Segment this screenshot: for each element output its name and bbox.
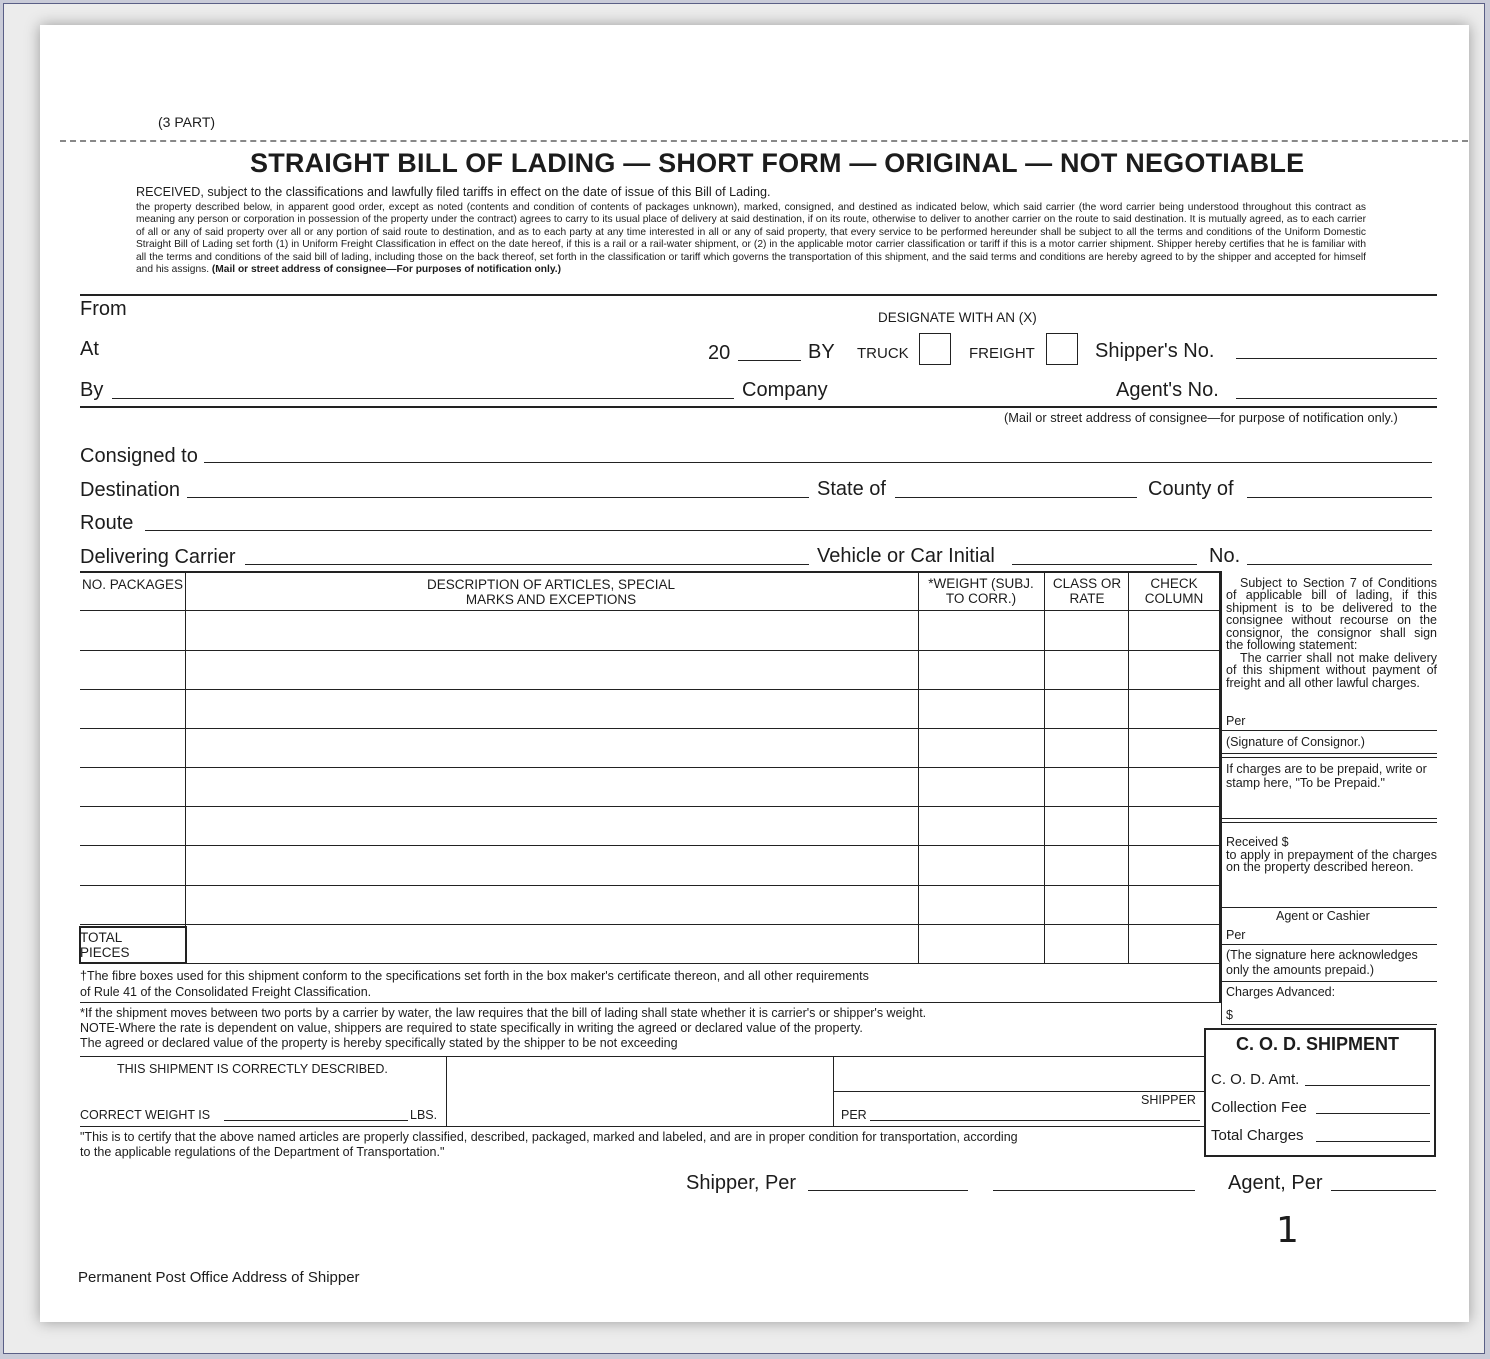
- side-divider: [1221, 981, 1437, 982]
- side-divider: [1221, 753, 1437, 754]
- year-label: 20: [708, 342, 731, 364]
- cod-amount-line[interactable]: [1305, 1085, 1430, 1086]
- shippers-no-line[interactable]: [1236, 358, 1437, 359]
- consigned-to-line[interactable]: [204, 462, 1432, 463]
- by-label: By: [80, 379, 104, 401]
- shipper-per-line[interactable]: [808, 1190, 968, 1191]
- table-bottom: [186, 963, 1220, 964]
- header-divider: [80, 294, 1437, 296]
- no-line[interactable]: [1247, 564, 1432, 565]
- agreed-value-note: The agreed or declared value of the property is hereby specifically stated by the shipper to be not exceeding: [80, 1036, 678, 1050]
- certify-line-1: "This is to certify that the above named articles are properly classified, described, packaged, marked and labeled, and are in proper condition for transportation, according: [80, 1130, 1018, 1144]
- truck-label: TRUCK: [857, 345, 909, 362]
- table-header-bottom: [80, 610, 1220, 611]
- company-label: Company: [742, 379, 828, 401]
- perforation-line: [60, 140, 1468, 142]
- side-divider: [1221, 757, 1437, 758]
- consignor-signature-line[interactable]: [1221, 730, 1437, 731]
- cashier-per-line[interactable]: [1221, 944, 1437, 945]
- agents-no-label: Agent's No.: [1116, 379, 1219, 401]
- table-row[interactable]: [80, 806, 1220, 807]
- delivering-carrier-label: Delivering Carrier: [80, 546, 236, 568]
- apply-text: to apply in prepayment of the charges on the property described hereon.: [1226, 848, 1437, 875]
- side-column-border: [1221, 571, 1222, 1025]
- agent-cashier-label: Agent or Cashier: [1276, 909, 1370, 923]
- cod-title: C. O. D. SHIPMENT: [1236, 1034, 1400, 1054]
- acknowledge-note: (The signature here acknowledges only the amounts prepaid.): [1226, 948, 1418, 977]
- per-shipper-line[interactable]: [870, 1120, 1200, 1121]
- correct-weight-line[interactable]: [224, 1120, 408, 1121]
- cashier-line[interactable]: [1221, 907, 1437, 908]
- side-divider: [1221, 822, 1437, 823]
- consigned-to-label: Consigned to: [80, 445, 198, 467]
- col-weight-header: *WEIGHT (SUBJ. TO CORR.): [928, 576, 1034, 606]
- charges-advanced-label: Charges Advanced:: [1226, 985, 1336, 999]
- cert-divider: [446, 1056, 447, 1126]
- county-line[interactable]: [1247, 497, 1432, 498]
- total-charges-line[interactable]: [1316, 1141, 1430, 1142]
- route-label: Route: [80, 512, 134, 534]
- fibre-note-1: †The fibre boxes used for this shipment conform to the specifications set forth in the box maker's certificate thereon, and all other requirements: [80, 969, 869, 983]
- per-label-cashier: Per: [1226, 928, 1246, 942]
- fibre-note-2: of Rule 41 of the Consolidated Freight Classification.: [80, 985, 372, 999]
- cod-amount-label: C. O. D. Amt.: [1211, 1071, 1300, 1088]
- consignor-signature-caption: (Signature of Consignor.): [1226, 735, 1365, 749]
- collection-fee-label: Collection Fee: [1211, 1099, 1307, 1116]
- agent-signature-line[interactable]: [993, 1190, 1195, 1191]
- col-check-header: CHECK COLUMN: [1144, 576, 1204, 606]
- freight-label: FREIGHT: [969, 345, 1035, 362]
- shipper-divider: [80, 406, 1437, 408]
- from-label: From: [80, 298, 127, 320]
- form-title: STRAIGHT BILL OF LADING — SHORT FORM — ORIGINAL — NOT NEGOTIABLE: [250, 148, 1305, 178]
- side-divider: [1221, 818, 1437, 819]
- table-top: [80, 571, 1220, 573]
- year-line[interactable]: [738, 360, 801, 361]
- agent-per-line[interactable]: [1331, 1190, 1436, 1191]
- table-row[interactable]: [80, 650, 1220, 651]
- charges-dollar: $: [1226, 1008, 1233, 1022]
- cert-top: [80, 1056, 1204, 1057]
- carrier-line[interactable]: [245, 564, 809, 565]
- table-row[interactable]: [80, 689, 1220, 690]
- by-line[interactable]: [112, 398, 734, 399]
- shipper-signature-line[interactable]: [833, 1091, 1204, 1092]
- copy-number: 1: [1276, 1210, 1299, 1251]
- collection-fee-line[interactable]: [1316, 1113, 1430, 1114]
- per-label-shipper: PER: [841, 1108, 867, 1122]
- state-of-label: State of: [817, 478, 886, 500]
- table-row[interactable]: [80, 845, 1220, 846]
- part-count: (3 PART): [158, 114, 216, 130]
- by-word: BY: [808, 341, 835, 363]
- at-label: At: [80, 338, 99, 360]
- table-row[interactable]: [80, 924, 1220, 925]
- destination-line[interactable]: [187, 497, 809, 498]
- no-label: No.: [1209, 545, 1241, 567]
- agents-no-line[interactable]: [1236, 398, 1437, 399]
- correctly-described: THIS SHIPMENT IS CORRECTLY DESCRIBED.: [117, 1062, 388, 1076]
- shippers-no-label: Shipper's No.: [1095, 340, 1215, 362]
- table-row[interactable]: [80, 885, 1220, 886]
- vehicle-label: Vehicle or Car Initial: [817, 545, 995, 567]
- lbs-label: LBS.: [410, 1108, 438, 1122]
- county-of-label: County of: [1148, 478, 1234, 500]
- truck-checkbox[interactable]: [919, 333, 951, 365]
- shipper-label: SHIPPER: [1141, 1093, 1196, 1107]
- vehicle-line[interactable]: [1012, 564, 1197, 565]
- value-note: NOTE-Where the rate is dependent on value, shippers are required to state specifically in writing the agreed or declared value of the property.: [80, 1021, 863, 1035]
- mail-note: (Mail or street address of consignee—for purpose of notification only.): [1004, 410, 1398, 425]
- received-statement: RECEIVED, subject to the classifications and lawfully filed tariffs in effect on the date of issue of this Bill of Lading.: [136, 185, 771, 199]
- col-class-header: CLASS OR RATE: [1052, 576, 1122, 606]
- prepaid-note: If charges are to be prepaid, write or stamp here, "To be Prepaid.": [1226, 762, 1427, 790]
- state-line[interactable]: [895, 497, 1137, 498]
- table-row[interactable]: [80, 728, 1220, 729]
- side-divider: [1221, 1024, 1437, 1025]
- certify-line-2: to the applicable regulations of the Department of Transportation.": [80, 1145, 445, 1159]
- cert-bottom: [80, 1126, 1204, 1127]
- freight-checkbox[interactable]: [1046, 333, 1078, 365]
- terms-text: the property described below, in apparent good order, except as noted (contents and condition of contents of packages unknown), marked, consigned, and destined as indicated below, which said carrier (the word carrier being understood throughout this contract as meaning any person or corporation in possession of the property under the contract) agrees to carry to its usual place of delivery at said destination, if on its route, otherwise to deliver to another carrier on the route to said destination. It is mutually agreed, as to each carrier of all or any of said property over all or any portion of said route to destination, and as to each party at any time interested in all or any of said property, that every service to be performed hereunder shall be subject to all the terms and conditions of the Uniform Domestic Straight Bill of Lading set forth (1) in Uniform Freight Classification in effect on the date hereof, if this is a rail or a rail-water shipment, or (2) in the applicable motor carrier classification or tariff if this is a motor carrier shipment. Shipper hereby certifies that he is familiar with all the terms and conditions of the said bill of lading, including those on the back thereof, set forth in the classification or tariff which governs the transportation of this shipment, and the said terms and conditions are hereby agreed to by the shipper and accepted for himself and his assigns.: [136, 202, 1366, 276]
- total-pieces-label: TOTAL PIECES: [80, 930, 130, 960]
- col-packages-header: NO. PACKAGES: [81, 577, 184, 592]
- col-description-header: DESCRIPTION OF ARTICLES, SPECIAL MARKS AND EXCEPTIONS: [426, 577, 676, 607]
- section7-text: Subject to Section 7 of Conditions of applicable bill of lading, if this shipment is to be delivered to the consignee without recourse on the consignor, the consignor shall sign the following statement:: [1226, 576, 1437, 653]
- table-row[interactable]: [80, 767, 1220, 768]
- per-label-consignor: Per: [1226, 714, 1246, 728]
- designate-label: DESIGNATE WITH AN (X): [878, 310, 1037, 325]
- carrier-statement: The carrier shall not make delivery of this shipment without payment of freight and all other lawful charges.: [1226, 651, 1437, 690]
- total-charges-label: Total Charges: [1211, 1127, 1304, 1144]
- route-line[interactable]: [145, 530, 1432, 531]
- destination-label: Destination: [80, 479, 181, 501]
- notes-divider: [80, 1002, 1220, 1003]
- received-dollar-label: Received $: [1226, 835, 1289, 849]
- water-note: *If the shipment moves between two ports by a carrier by water, the law requires that the bill of lading shall state whether it is carrier's or shipper's weight.: [80, 1006, 927, 1020]
- terms-bold: (Mail or street address of consignee—For purposes of notification only.): [211, 264, 561, 276]
- correct-weight-label: CORRECT WEIGHT IS: [80, 1108, 211, 1122]
- shipper-per-label: Shipper, Per: [686, 1172, 797, 1194]
- terms-paragraph: [136, 202, 1366, 276]
- permanent-address-label: Permanent Post Office Address of Shipper: [78, 1269, 360, 1286]
- agent-per-label: Agent, Per: [1228, 1172, 1323, 1194]
